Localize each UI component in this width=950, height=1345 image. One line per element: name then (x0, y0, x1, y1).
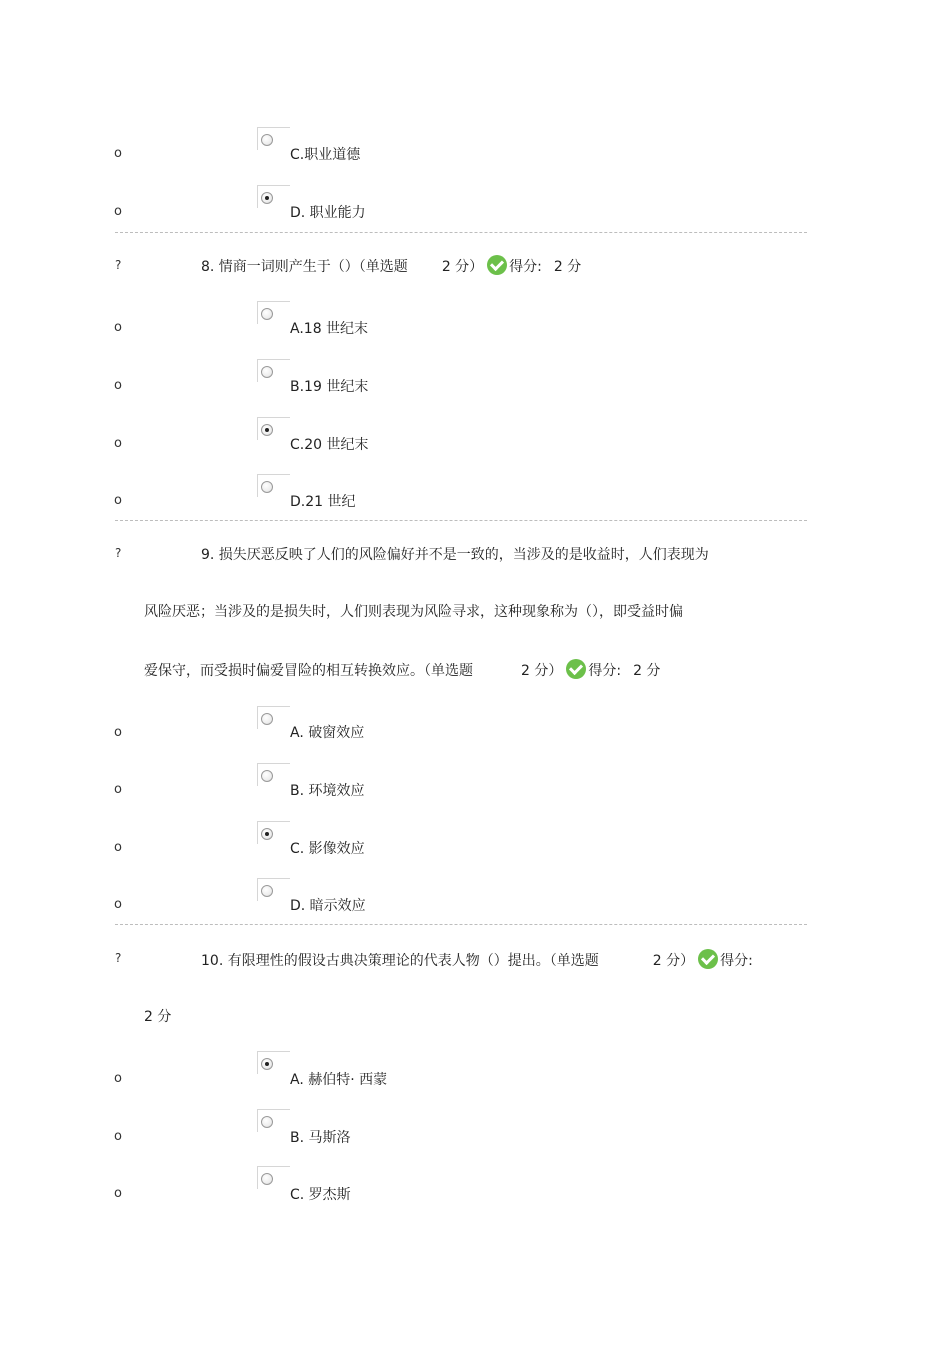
option-bullet: o (114, 1129, 122, 1144)
option-bullet: o (114, 320, 122, 335)
radio-q10-b[interactable] (257, 1109, 290, 1132)
question-10-points: 2 分） (652, 953, 695, 969)
radio-circle-icon (261, 134, 273, 146)
radio-circle-icon (261, 1116, 273, 1128)
check-icon (566, 659, 586, 679)
radio-circle-icon (261, 308, 273, 320)
option-bullet: o (114, 146, 122, 161)
radio-selected-icon (261, 424, 273, 436)
question-marker: ? (115, 546, 122, 560)
question-10-text (201, 949, 753, 970)
option-label-q8-a: A.18 世纪末 (290, 321, 369, 337)
radio-selected-icon (261, 1058, 273, 1070)
check-icon (487, 255, 507, 275)
radio-q10-a[interactable] (257, 1051, 290, 1074)
question-9-line-2: 风险厌恶；当涉及的是损失时，人们则表现为风险寻求，这种现象称为（），即受益时偏 (144, 604, 683, 620)
option-label-q9-c: C. 影像效应 (290, 841, 365, 857)
option-label-q10-c: C. 罗杰斯 (290, 1187, 351, 1203)
radio-q8-c[interactable] (257, 417, 290, 440)
question-8-stem: 8. 情商一词则产生于（）（单选题 (201, 259, 408, 275)
question-divider (115, 520, 807, 521)
option-bullet: o (114, 840, 122, 855)
option-bullet: o (114, 1186, 122, 1201)
radio-q9-a[interactable] (257, 706, 290, 729)
radio-q9-d[interactable] (257, 878, 290, 901)
radio-q9-c[interactable] (257, 821, 290, 844)
question-10-score-label: 得分: (720, 953, 753, 969)
question-8-score-value: 2 分 (553, 259, 582, 275)
option-bullet: o (114, 204, 122, 219)
option-bullet: o (114, 897, 122, 912)
option-label-q9-a: A. 破窗效应 (290, 725, 365, 741)
question-divider (115, 232, 807, 233)
radio-selected-icon (261, 192, 273, 204)
option-label-q9-b: B. 环境效应 (290, 783, 365, 799)
question-8-points: 2 分） (441, 259, 484, 275)
check-icon (698, 949, 718, 969)
option-bullet: o (114, 493, 122, 508)
option-bullet: o (114, 725, 122, 740)
radio-q9-b[interactable] (257, 763, 290, 786)
question-8-score-label: 得分: (509, 259, 542, 275)
option-label-q7-d: D. 职业能力 (290, 205, 366, 221)
radio-circle-icon (261, 713, 273, 725)
option-bullet: o (114, 1071, 122, 1086)
option-label-q8-b: B.19 世纪末 (290, 379, 369, 395)
radio-q10-c[interactable] (257, 1166, 290, 1189)
option-label-q10-a: A. 赫伯特· 西蒙 (290, 1072, 388, 1088)
question-9-score-label: 得分: (588, 663, 622, 679)
question-10-score-value: 2 分 (144, 1009, 172, 1025)
radio-q8-a[interactable] (257, 301, 290, 324)
radio-q7-c[interactable] (257, 127, 290, 150)
option-label-q8-d: D.21 世纪 (290, 494, 356, 510)
option-bullet: o (114, 378, 122, 393)
question-marker: ? (115, 258, 122, 272)
option-label-q10-b: B. 马斯洛 (290, 1130, 351, 1146)
question-marker: ? (115, 951, 122, 965)
radio-circle-icon (261, 770, 273, 782)
question-10-stem: 10. 有限理性的假设古典决策理论的代表人物（）提出。（单选题 (201, 953, 599, 969)
radio-circle-icon (261, 481, 273, 493)
question-8-text (201, 255, 581, 276)
radio-circle-icon (261, 366, 273, 378)
option-label-q9-d: D. 暗示效应 (290, 898, 366, 914)
radio-q8-b[interactable] (257, 359, 290, 382)
question-9-line-3 (144, 659, 660, 680)
radio-q7-d[interactable] (257, 185, 290, 208)
option-label-q8-c: C.20 世纪末 (290, 437, 369, 453)
question-9-points: 2 分） (521, 663, 563, 679)
radio-q8-d[interactable] (257, 474, 290, 497)
radio-selected-icon (261, 828, 273, 840)
question-9-score-value: 2 分 (633, 663, 661, 679)
question-9-line-1: 9. 损失厌恶反映了人们的风险偏好并不是一致的，当涉及的是收益时，人们表现为 (201, 547, 709, 563)
option-bullet: o (114, 782, 122, 797)
option-bullet: o (114, 436, 122, 451)
option-label-q7-c: C.职业道德 (290, 147, 361, 163)
radio-circle-icon (261, 885, 273, 897)
question-divider (115, 924, 807, 925)
question-9-stem-end: 爱保守，而受损时偏爱冒险的相互转换效应。（单选题 (144, 663, 473, 679)
radio-circle-icon (261, 1173, 273, 1185)
